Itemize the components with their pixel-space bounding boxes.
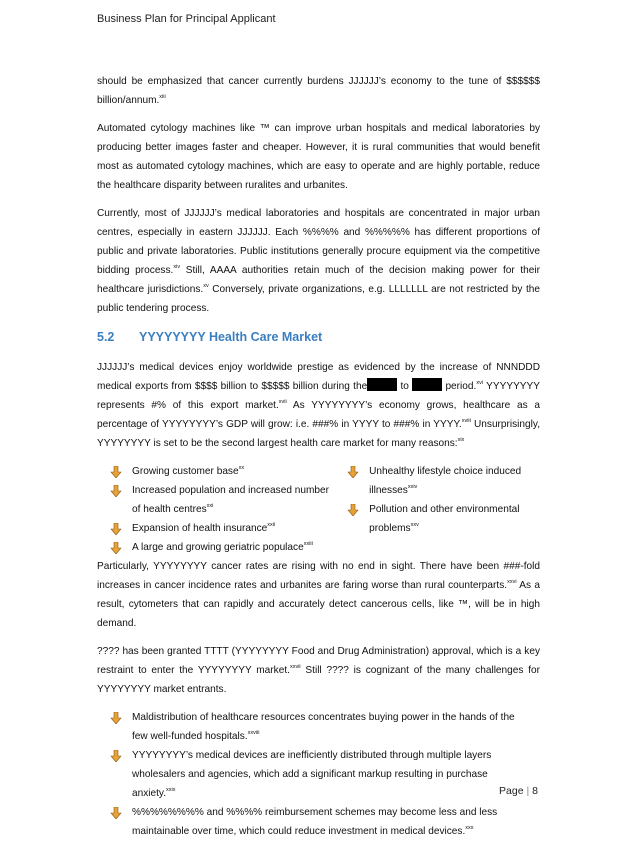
arrow-down-bullet-icon: [110, 466, 122, 478]
footnote-ref[interactable]: xxiii: [303, 541, 313, 547]
section-title: YYYYYYYY Health Care Market: [139, 330, 323, 344]
footnote-ref[interactable]: xxv: [410, 522, 419, 528]
reasons-left-column: [108, 462, 334, 557]
paragraph-automated-cytology: Automated cytology machines like ™ can improve urban hospitals and medical laboratories by producing better images faster and cheaper. However, it is rural communities that would benefit most as automated cytology machines, which are easy to operate and are highly portable, reduce the healthcare disparity between ruralites and urbanites.: [97, 123, 540, 191]
redaction-block: [367, 378, 397, 391]
footnote-ref[interactable]: xiii: [159, 94, 166, 100]
footnote-ref[interactable]: xxviii: [247, 730, 260, 736]
section-heading: [97, 330, 540, 344]
page-footer: Page | 8: [499, 785, 538, 797]
list-item: %%%%%%%% and %%%% reimbursement schemes may become less and less maintainable over time, which could reduce investment in medical devices.$^{xxx}$: [108, 803, 528, 841]
list-item: Unhealthy lifestyle choice induced illnesses$^{xxiv}$: [345, 462, 540, 500]
paragraph-cancer-rates: Particularly, YYYYYYYY cancer rates are rising with no end in sight. There have been ###-fold increases in cancer incidence rates and urbanites are faring worse than rural counterparts.$^{xxvi}$ As a result, cytometers that can rapidly and accurately detect cancerous cells, like ™, will be in high demand.: [97, 561, 541, 629]
footnote-ref[interactable]: xvi: [476, 380, 484, 386]
paragraph-cancer-burden: should be emphasized that cancer currently burdens JJJJJJ’s economy to the tune of $$$$$$ billion/annum.$^{xiii}$: [97, 76, 540, 106]
footnote-ref[interactable]: xxii: [267, 522, 276, 528]
footnote-ref[interactable]: xxvi: [507, 579, 517, 585]
footnote-ref[interactable]: xiv: [173, 264, 181, 270]
list-item: A large and growing geriatric populace$^{xxiii}$: [108, 538, 334, 557]
arrow-down-bullet-icon: [347, 466, 359, 478]
footnote-ref[interactable]: xxx: [465, 825, 474, 831]
redaction-block: [412, 378, 442, 391]
list-item: Increased population and increased number of health centres$^{xxi}$: [108, 481, 334, 519]
footnote-ref[interactable]: xxvii: [289, 664, 301, 670]
footnote-ref[interactable]: xxiv: [407, 484, 418, 490]
reasons-list: [97, 462, 540, 557]
footnote-ref[interactable]: xix: [457, 437, 465, 443]
arrow-down-bullet-icon: [110, 807, 122, 819]
footnote-ref[interactable]: xxi: [206, 503, 214, 509]
reasons-right-column: [345, 462, 540, 557]
footnote-ref[interactable]: xx: [238, 465, 245, 471]
footnote-ref[interactable]: xvii: [278, 399, 287, 405]
challenges-list: [108, 708, 528, 841]
list-item: Maldistribution of healthcare resources concentrates buying power in the hands of the few well-funded hospitals.$^{xxviii}$: [108, 708, 528, 746]
paragraph-medical-devices: JJJJJJ’s medical devices enjoy worldwide prestige as evidenced by the increase of NNNDDD medical exports from $$$$ billion to $$$$$ billion during the to period.$^{xvi}$ YYYYYYYY represents #% of this export market.$^{xvii}$ As YYYYYYYY’s economy grows, healthcare as a percentage of YYYYYYYY’s GDP will grow: i.e. ###% in YYYY to ###% in YYYY.$^{xviii}$ Unsurprisingly, YYYYYYYY is set to be the second largest health care market for many reasons:$^{xix}$: [97, 362, 541, 449]
arrow-down-bullet-icon: [110, 542, 122, 554]
paragraph-approval: ???? has been granted TTTT (YYYYYYYY Food and Drug Administration) approval, which is a key restraint to enter the YYYYYYYY market.$^{xxvii}$ Still ???? is cognizant of the many challenges for YYYYYYYY market entrants.: [97, 646, 540, 695]
footnote-ref[interactable]: xv: [203, 283, 209, 289]
page-header: Business Plan for Principal Applicant: [97, 13, 276, 25]
list-item: Pollution and other environmental problems$^{xxv}$: [345, 500, 540, 538]
paragraph-lab-distribution: Currently, most of JJJJJJ’s medical laboratories and hospitals are concentrated in major urban centres, especially in eastern JJJJJJ. Each %%%% and %%%%% has different proportions of public and private laboratories. Public institutions generally procure equipment via the competitive bidding process.$^{xiv}$ Still, AAAA authorities retain much of the decision making power for their healthcare jurisdictions.$^{xv}$ Conversely, private organizations, e.g. LLLLLLL are not restricted by the public tendering process.: [97, 208, 540, 314]
footnote-ref[interactable]: xxix: [166, 787, 176, 793]
arrow-down-bullet-icon: [110, 485, 122, 497]
section-number: 5.2: [97, 330, 115, 344]
list-item: Growing customer base$^{xx}$: [108, 462, 334, 481]
footnote-ref[interactable]: xviii: [461, 418, 471, 424]
list-item: YYYYYYYY’s medical devices are inefficiently distributed through multiple layers wholesalers and agencies, which add a significant markup resulting in purchase anxiety.$^{xxix}$: [108, 746, 528, 803]
arrow-down-bullet-icon: [110, 712, 122, 724]
page-number: 8: [532, 785, 538, 797]
page-content: [97, 72, 540, 841]
arrow-down-bullet-icon: [110, 523, 122, 535]
list-item: Expansion of health insurance$^{xxii}$: [108, 519, 334, 538]
arrow-down-bullet-icon: [347, 504, 359, 516]
arrow-down-bullet-icon: [110, 750, 122, 762]
